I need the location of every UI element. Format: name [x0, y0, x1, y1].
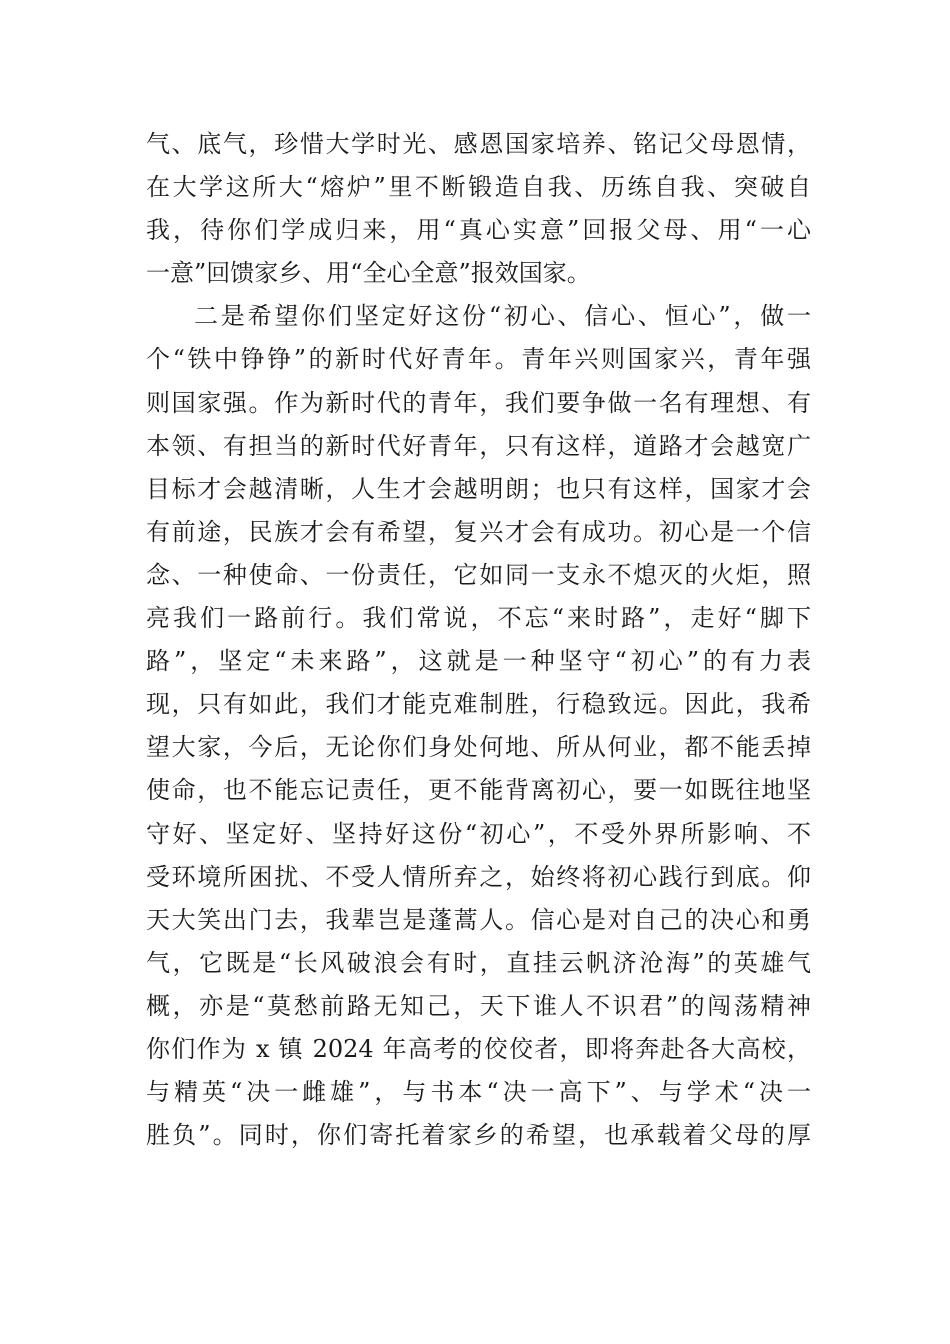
- paragraph-first-line: 二是希望你们坚定好这份“初心、信心、恒心”，做一: [194, 302, 811, 331]
- text-line: 一意”回馈家乡、用“全心全意”报效国家。: [146, 259, 591, 288]
- text-line: 天大笑出门去，我辈岂是蓬蒿人。信心是对自己的决心和勇: [146, 905, 811, 934]
- text-line: 有前途，民族才会有希望，复兴才会有成功。初心是一个信: [146, 517, 811, 546]
- text-line: 与精英“决一雌雄”，与书本“决一高下”、与学术“决一: [146, 1078, 811, 1107]
- text-line: 现，只有如此，我们才能克难制胜，行稳致远。因此，我希: [146, 690, 811, 719]
- text-line: 则国家强。作为新时代的青年，我们要争做一名有理想、有: [146, 388, 811, 417]
- text-line: 气、底气，珍惜大学时光、感恩国家培养、铭记父母恩情，: [146, 130, 811, 158]
- text-line: 你们作为 x 镇 2024 年高考的佼佼者，即将奔赴各大高校，: [146, 1034, 811, 1063]
- text-line: 路”，坚定“未来路”，这就是一种坚守“初心”的有力表: [146, 647, 811, 676]
- text-line: 望大家，今后，无论你们身处何地、所从何业，都不能丢掉: [146, 733, 811, 762]
- text-line: 亮我们一路前行。我们常说，不忘“来时路”，走好“脚下: [146, 604, 811, 633]
- text-line: 念、一种使命、一份责任，它如同一支永不熄灭的火炬，照: [146, 560, 811, 589]
- body-text: [146, 124, 811, 1158]
- text-line: 气，它既是“长风破浪会有时，直挂云帆济沧海”的英雄气: [146, 948, 811, 977]
- text-line: 守好、坚定好、坚持好这份“初心”，不受外界所影响、不: [146, 819, 811, 848]
- text-line: 本领、有担当的新时代好青年，只有这样，道路才会越宽广: [146, 431, 811, 460]
- text-line: 在大学这所大“熔炉”里不断锻造自我、历练自我、突破自: [146, 173, 811, 202]
- text-line: 我，待你们学成归来，用“真心实意”回报父母、用“一心: [146, 216, 811, 245]
- text-line: 使命，也不能忘记责任，更不能背离初心，要一如既往地坚: [146, 776, 811, 805]
- text-line: 胜负”。同时，你们寄托着家乡的希望，也承载着父母的厚: [146, 1121, 811, 1150]
- text-line: 受环境所困扰、不受人情所弃之，始终将初心践行到底。仰: [146, 862, 811, 891]
- text-line: 个“铁中铮铮”的新时代好青年。青年兴则国家兴，青年强: [146, 345, 811, 374]
- text-line: 目标才会越清晰，人生才会越明朗；也只有这样，国家才会: [146, 474, 811, 503]
- text-line: 概，亦是“莫愁前路无知己，天下谁人不识君”的闯荡精神: [146, 991, 811, 1020]
